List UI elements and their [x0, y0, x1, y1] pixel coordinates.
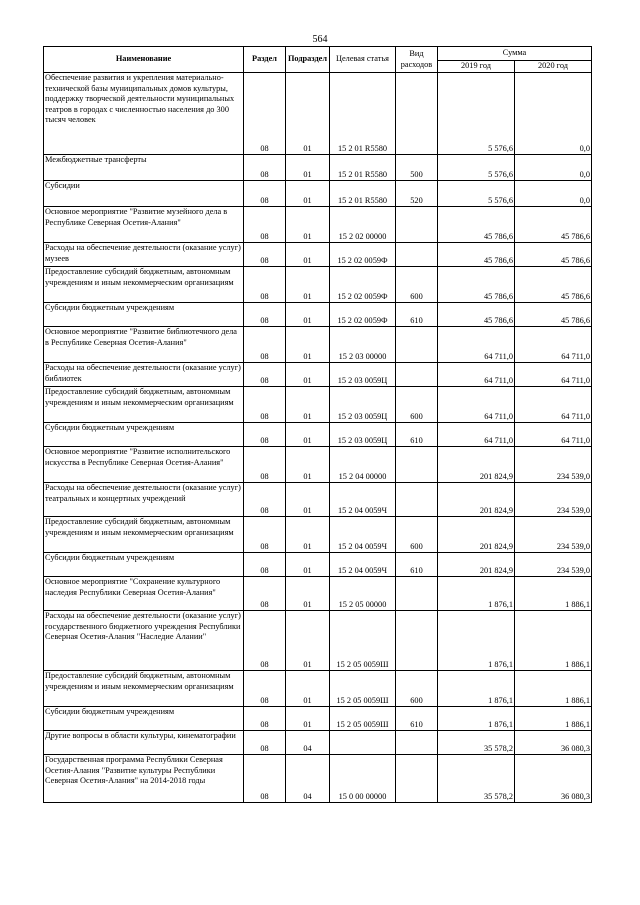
row-subsection: 01 — [286, 155, 330, 181]
row-subsection: 04 — [286, 731, 330, 755]
row-sum-2020: 45 786,6 — [515, 267, 592, 303]
row-expense-type — [396, 611, 438, 671]
row-expense-type — [396, 731, 438, 755]
row-section: 08 — [244, 553, 286, 577]
row-target: 15 2 02 0059Ф — [330, 243, 396, 267]
row-sum-2020: 45 786,6 — [515, 207, 592, 243]
row-sum-2020: 0,0 — [515, 73, 592, 155]
row-subsection: 01 — [286, 577, 330, 611]
row-name: Субсидии бюджетным учреждениям — [44, 303, 244, 327]
table-row — [44, 447, 592, 483]
header-year-2020: 2020 год — [515, 61, 592, 73]
row-target: 15 2 03 0059Ц — [330, 423, 396, 447]
row-target: 15 2 04 0059Ч — [330, 517, 396, 553]
row-sum-2019: 45 786,6 — [438, 303, 515, 327]
row-section: 08 — [244, 267, 286, 303]
header-section: Раздел — [244, 47, 286, 73]
row-sum-2020: 64 711,0 — [515, 423, 592, 447]
row-target: 15 2 02 00000 — [330, 207, 396, 243]
row-name: Расходы на обеспечение деятельности (оказание услуг) театральных и концертных учреждений — [44, 483, 244, 517]
row-sum-2020: 45 786,6 — [515, 303, 592, 327]
row-target: 15 2 01 R5580 — [330, 155, 396, 181]
row-expense-type: 600 — [396, 387, 438, 423]
row-subsection: 01 — [286, 207, 330, 243]
row-sum-2020: 36 080,3 — [515, 731, 592, 755]
row-sum-2019: 1 876,1 — [438, 611, 515, 671]
row-section: 08 — [244, 671, 286, 707]
row-target: 15 2 03 00000 — [330, 327, 396, 363]
row-target: 15 2 01 R5580 — [330, 181, 396, 207]
row-name: Предоставление субсидий бюджетным, автономным учреждениям и иным некоммерческим организациям — [44, 517, 244, 553]
row-sum-2019: 201 824,9 — [438, 517, 515, 553]
row-sum-2019: 5 576,6 — [438, 155, 515, 181]
table-row — [44, 363, 592, 387]
row-section: 08 — [244, 73, 286, 155]
row-target — [330, 731, 396, 755]
row-name: Расходы на обеспечение деятельности (оказание услуг) государственного бюджетного учреждения Республики Северная Осетия-Алания "Наследие Алании" — [44, 611, 244, 671]
row-section: 08 — [244, 611, 286, 671]
header-name: Наименование — [44, 47, 244, 73]
budget-table — [43, 46, 592, 803]
row-sum-2019: 1 876,1 — [438, 577, 515, 611]
row-section: 08 — [244, 181, 286, 207]
row-subsection: 01 — [286, 327, 330, 363]
row-expense-type — [396, 207, 438, 243]
row-expense-type: 500 — [396, 155, 438, 181]
row-target: 15 2 02 0059Ф — [330, 267, 396, 303]
row-expense-type — [396, 73, 438, 155]
row-sum-2020: 234 539,0 — [515, 447, 592, 483]
row-section: 08 — [244, 447, 286, 483]
row-subsection: 01 — [286, 267, 330, 303]
row-target: 15 2 04 0059Ч — [330, 553, 396, 577]
row-sum-2020: 64 711,0 — [515, 327, 592, 363]
row-section: 08 — [244, 731, 286, 755]
row-name: Другие вопросы в области культуры, кинематографии — [44, 731, 244, 755]
row-section: 08 — [244, 155, 286, 181]
row-sum-2019: 64 711,0 — [438, 423, 515, 447]
table-row — [44, 327, 592, 363]
row-sum-2019: 35 578,2 — [438, 755, 515, 803]
row-name: Предоставление субсидий бюджетным, автономным учреждениям и иным некоммерческим организациям — [44, 267, 244, 303]
row-subsection: 01 — [286, 303, 330, 327]
row-sum-2020: 234 539,0 — [515, 553, 592, 577]
row-section: 08 — [244, 387, 286, 423]
row-expense-type — [396, 327, 438, 363]
row-sum-2019: 64 711,0 — [438, 387, 515, 423]
table-row — [44, 303, 592, 327]
table-row — [44, 181, 592, 207]
table-row — [44, 517, 592, 553]
row-name: Субсидии — [44, 181, 244, 207]
row-section: 08 — [244, 755, 286, 803]
row-section: 08 — [244, 207, 286, 243]
row-subsection: 01 — [286, 423, 330, 447]
header-expense-type: Вид расходов — [396, 47, 438, 73]
table-row — [44, 707, 592, 731]
table-row — [44, 207, 592, 243]
row-section: 08 — [244, 363, 286, 387]
row-expense-type: 610 — [396, 303, 438, 327]
row-expense-type — [396, 447, 438, 483]
row-sum-2019: 201 824,9 — [438, 483, 515, 517]
row-sum-2020: 45 786,6 — [515, 243, 592, 267]
row-subsection: 01 — [286, 243, 330, 267]
table-row — [44, 611, 592, 671]
row-expense-type: 520 — [396, 181, 438, 207]
row-target: 15 2 01 R5580 — [330, 73, 396, 155]
table-row — [44, 387, 592, 423]
row-name: Обеспечение развития и укрепления материально-технической базы муниципальных домов культуры, поддержку творческой деятельности муниципальных театров в городах с численностью населения до 300 тысяч человек — [44, 73, 244, 155]
row-sum-2020: 234 539,0 — [515, 483, 592, 517]
row-section: 08 — [244, 517, 286, 553]
row-sum-2020: 1 886,1 — [515, 671, 592, 707]
table-row — [44, 267, 592, 303]
row-target: 15 0 00 00000 — [330, 755, 396, 803]
row-name: Основное мероприятие "Развитие исполнительского искусства в Республике Северная Осетия-Алания" — [44, 447, 244, 483]
row-sum-2019: 45 786,6 — [438, 243, 515, 267]
row-sum-2019: 45 786,6 — [438, 267, 515, 303]
row-subsection: 01 — [286, 553, 330, 577]
row-sum-2019: 64 711,0 — [438, 327, 515, 363]
row-expense-type: 600 — [396, 517, 438, 553]
table-row — [44, 553, 592, 577]
row-name: Субсидии бюджетным учреждениям — [44, 553, 244, 577]
header-sum: Сумма — [438, 47, 592, 61]
row-name: Предоставление субсидий бюджетным, автономным учреждениям и иным некоммерческим организациям — [44, 671, 244, 707]
row-name: Субсидии бюджетным учреждениям — [44, 423, 244, 447]
table-row — [44, 483, 592, 517]
row-name: Предоставление субсидий бюджетным, автономным учреждениям и иным некоммерческим организациям — [44, 387, 244, 423]
row-sum-2020: 0,0 — [515, 155, 592, 181]
row-name: Расходы на обеспечение деятельности (оказание услуг) библиотек — [44, 363, 244, 387]
row-sum-2019: 5 576,6 — [438, 73, 515, 155]
row-expense-type — [396, 755, 438, 803]
row-name: Межбюджетные трансферты — [44, 155, 244, 181]
row-section: 08 — [244, 577, 286, 611]
row-section: 08 — [244, 327, 286, 363]
row-expense-type — [396, 577, 438, 611]
row-expense-type: 600 — [396, 671, 438, 707]
row-sum-2019: 201 824,9 — [438, 553, 515, 577]
row-sum-2020: 234 539,0 — [515, 517, 592, 553]
row-target: 15 2 05 0059Ш — [330, 671, 396, 707]
row-section: 08 — [244, 303, 286, 327]
row-sum-2019: 5 576,6 — [438, 181, 515, 207]
row-name: Основное мероприятие "Развитие библиотечного дела в Республике Северная Осетия-Алания" — [44, 327, 244, 363]
row-section: 08 — [244, 243, 286, 267]
row-sum-2019: 201 824,9 — [438, 447, 515, 483]
row-name: Основное мероприятие "Сохранение культурного наследия Республики Северная Осетия-Алания" — [44, 577, 244, 611]
row-subsection: 01 — [286, 671, 330, 707]
row-target: 15 2 03 0059Ц — [330, 387, 396, 423]
table-row — [44, 577, 592, 611]
row-name: Расходы на обеспечение деятельности (оказание услуг) музеев — [44, 243, 244, 267]
table-row — [44, 155, 592, 181]
row-subsection: 01 — [286, 611, 330, 671]
row-subsection: 01 — [286, 73, 330, 155]
row-subsection: 01 — [286, 387, 330, 423]
row-sum-2019: 45 786,6 — [438, 207, 515, 243]
row-name: Субсидии бюджетным учреждениям — [44, 707, 244, 731]
row-subsection: 01 — [286, 707, 330, 731]
row-subsection: 01 — [286, 517, 330, 553]
row-subsection: 01 — [286, 363, 330, 387]
row-expense-type: 610 — [396, 553, 438, 577]
row-subsection: 04 — [286, 755, 330, 803]
row-sum-2020: 64 711,0 — [515, 387, 592, 423]
row-sum-2020: 1 886,1 — [515, 611, 592, 671]
row-subsection: 01 — [286, 181, 330, 207]
row-sum-2020: 1 886,1 — [515, 577, 592, 611]
row-expense-type — [396, 483, 438, 517]
row-target: 15 2 05 0059Ш — [330, 707, 396, 731]
row-sum-2019: 35 578,2 — [438, 731, 515, 755]
header-year-2019: 2019 год — [438, 61, 515, 73]
row-target: 15 2 04 00000 — [330, 447, 396, 483]
row-target: 15 2 05 00000 — [330, 577, 396, 611]
row-target: 15 2 04 0059Ч — [330, 483, 396, 517]
row-sum-2020: 36 080,3 — [515, 755, 592, 803]
row-section: 08 — [244, 707, 286, 731]
row-sum-2020: 64 711,0 — [515, 363, 592, 387]
header-target: Целевая статья — [330, 47, 396, 73]
row-sum-2019: 1 876,1 — [438, 671, 515, 707]
row-sum-2020: 0,0 — [515, 181, 592, 207]
row-target: 15 2 02 0059Ф — [330, 303, 396, 327]
row-expense-type — [396, 363, 438, 387]
table-row — [44, 731, 592, 755]
row-expense-type: 600 — [396, 267, 438, 303]
row-sum-2019: 64 711,0 — [438, 363, 515, 387]
row-name: Государственная программа Республики Северная Осетия-Алания "Развитие культуры Республики Северная Осетия-Алания" на 2014-2018 годы — [44, 755, 244, 803]
row-target: 15 2 03 0059Ц — [330, 363, 396, 387]
table-row — [44, 73, 592, 155]
row-section: 08 — [244, 423, 286, 447]
row-target: 15 2 05 0059Ш — [330, 611, 396, 671]
row-subsection: 01 — [286, 483, 330, 517]
row-expense-type — [396, 243, 438, 267]
table-row — [44, 423, 592, 447]
table-row — [44, 755, 592, 803]
row-sum-2019: 1 876,1 — [438, 707, 515, 731]
header-subsection: Подраздел — [286, 47, 330, 73]
row-subsection: 01 — [286, 447, 330, 483]
row-sum-2020: 1 886,1 — [515, 707, 592, 731]
table-row — [44, 671, 592, 707]
row-expense-type: 610 — [396, 707, 438, 731]
table-row — [44, 243, 592, 267]
page-number: 564 — [312, 34, 328, 45]
row-name: Основное мероприятие "Развитие музейного дела в Республике Северная Осетия-Алания" — [44, 207, 244, 243]
row-expense-type: 610 — [396, 423, 438, 447]
row-section: 08 — [244, 483, 286, 517]
